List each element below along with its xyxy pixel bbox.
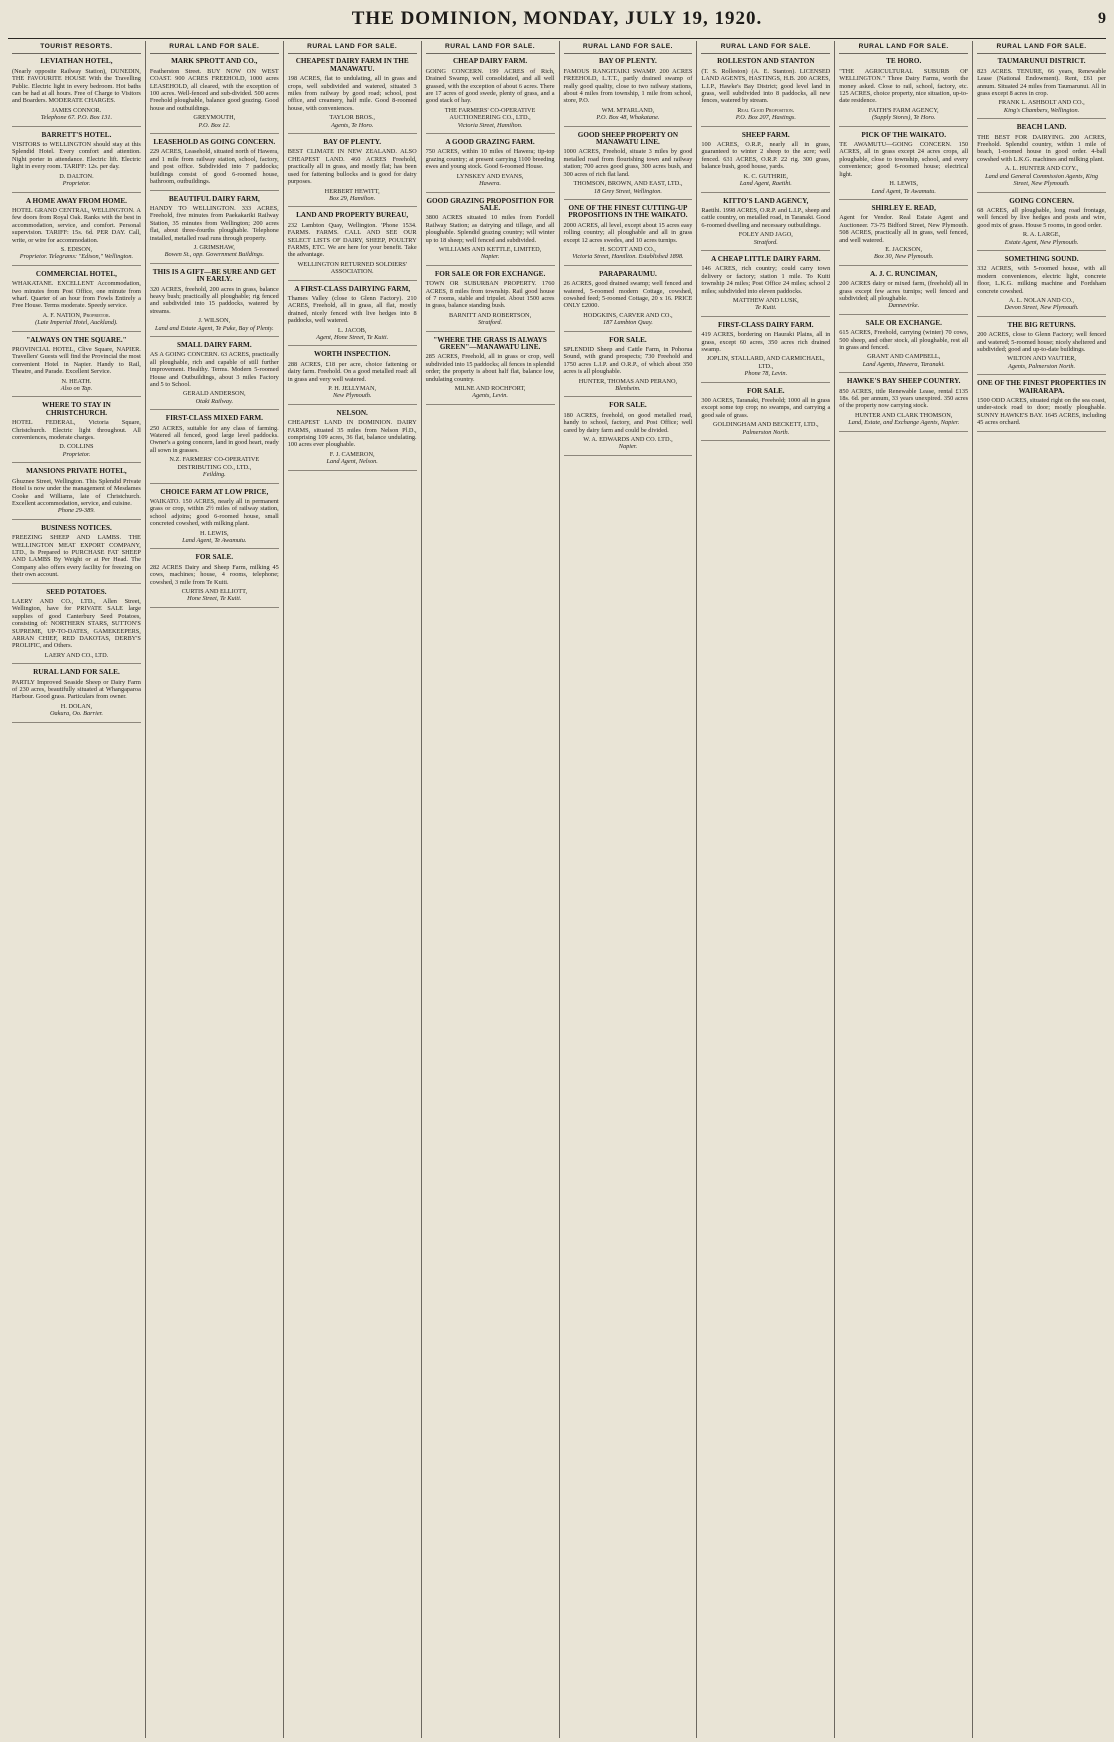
ad-address: King's Chambers, Wellington. — [1003, 106, 1080, 114]
ad-body: AS A GOING CONCERN. 63 ACRES, practically all ploughable, rich and capable of still further improvement. Healthy. Terms. Modern 5-roomed House and Outbuildings, about 3 miles Factory and 5 to School. — [149, 351, 279, 389]
advertisement — [288, 351, 417, 404]
ad-agent: WILTON AND VAUTIER, — [1007, 355, 1076, 363]
masthead — [8, 0, 1106, 39]
ad-title: BEACH LAND. — [1016, 123, 1067, 132]
ad-agent: A. L. HUNTER AND CO'Y., — [1004, 165, 1079, 173]
ad-body: 823 ACRES. TENURE, 66 years, Renewable Lease (National Endowment). Rent, £61 per annum. Situated 24 miles from Taumarunui. All in grass except 8 acres in crop. — [977, 67, 1106, 98]
ad-title: SHIRLEY E. READ, — [871, 203, 936, 212]
ad-body: 300 ACRES, Taranaki, Freehold; 1000 all in grass except some top crop; no swamps, and carrying a good sale of grass. — [701, 397, 831, 419]
ad-address: Agents, Te Horo. — [331, 121, 374, 129]
ad-body: 200 ACRES, close to Glenn Factory; well fenced and watered; 5-roomed house; nicely sheltered and subdivided; good and up-to-date buildings. — [977, 331, 1106, 353]
advertisement — [977, 380, 1106, 431]
column-2 — [146, 41, 284, 1738]
ad-agent: HUNTER AND CLARK THOMSON, — [854, 411, 953, 419]
ad-body: 282 ACRES Dairy and Sheep Farm, milking 45 cows, machines; house, 4 rooms, telephone; cowshed, 3 mile from Te Kuiti. — [149, 563, 279, 586]
ad-title: "ALWAYS ON THE SQUARE." — [26, 335, 127, 344]
ad-agent: W. A. EDWARDS AND CO. LTD., — [583, 436, 673, 444]
ad-agent: JAMES CONNOR. — [51, 106, 102, 114]
advertisement — [150, 139, 279, 190]
column-heading: RURAL LAND FOR SALE. — [426, 41, 555, 54]
ad-address: Te Kuiti. — [755, 304, 777, 312]
advertisement — [426, 271, 555, 332]
ad-body: Ghuznee Street, Wellington. This Splendid Private Hotel is now under the management of Mesdames Cooke and Williams, late of Christchurch. Excellent accommodation, service, and cuisine. — [12, 477, 141, 507]
ad-title: ONE OF THE FINEST CUTTING-UP PROPOSITIONS IN THE WAIKATO. — [568, 203, 688, 220]
ad-agent: CURTIS AND ELLIOTT, — [181, 587, 248, 595]
ad-body: 250 ACRES, suitable for any class of farming. Watered all fenced, good large level paddocks. Owner's a going concern, land in good heart, ready all sown in grasses. — [149, 424, 279, 454]
ad-address: Agents, Palmerston North. — [1007, 362, 1076, 370]
advertisement — [977, 256, 1106, 317]
column-8 — [973, 41, 1110, 1738]
ad-title: A CHEAP LITTLE DAIRY FARM. — [711, 254, 821, 263]
column-heading: RURAL LAND FOR SALE. — [701, 41, 830, 54]
ad-agent: HUNTER, THOMAS AND PERANO, — [578, 377, 678, 385]
ad-title: GOOD GRAZING PROPOSITION FOR SALE. — [426, 196, 554, 212]
ad-title: BARRETT'S HOTEL. — [41, 130, 112, 139]
ad-body: 419 ACRES, bordering on Hauraki Plains, all in grass, except 60 acres, 350 acres rich drained swamp. — [701, 331, 831, 353]
ad-body: HOTEL FEDERAL, Victoria Square, Christchurch. Electric light throughout. All conveniences, moderate charges. — [12, 419, 141, 442]
ad-title: A GOOD GRAZING FARM. — [445, 138, 535, 147]
ad-address: Box 30, New Plymouth. — [874, 253, 934, 261]
ad-address: Box 29, Hamilton. — [329, 194, 376, 202]
ad-body: 332 ACRES, with 5-roomed house, with all modern conveniences, electric light, concrete floor, L.K.G. milking machine and Fordsham concrete cowshed. — [977, 265, 1106, 295]
ad-title: THIS IS A GIFT—BE SURE AND GET IN EARLY. — [152, 267, 276, 284]
advertisement — [12, 271, 141, 332]
ad-title: THE BIG RETURNS. — [1007, 320, 1076, 329]
ad-agent: Real Good Proposition. — [737, 106, 795, 114]
ad-agent: GERALD ANDERSON, — [183, 390, 246, 398]
advertisement — [150, 58, 279, 134]
ad-address: Palmerston North. — [742, 428, 790, 436]
ad-agent: MATTHEW AND LUSK, — [732, 296, 799, 304]
ad-body: PARTLY Improved Seaside Sheep or Dairy Farm of 230 acres, beautifully situated at Whangaparoa Harbour. Good grass. Particulars from owner. — [12, 678, 141, 701]
ad-body: 146 ACRES, rich country; could carry town delivery or factory; station 1 mile. To Kuiti township 24 miles; Post Office 24 miles; school 2 miles; subdivided into eleven paddocks. — [701, 265, 831, 295]
advertisement — [150, 554, 279, 607]
ad-title: BAY OF PLENTY. — [323, 138, 382, 147]
ad-body: 229 ACRES, Leasehold, situated north of Hawera, and 1 mile from railway station, school, factory, and post office. Subdivided into 7 paddocks; buildings consist of good 6-roomed house, bathroom, outbuildings. — [149, 148, 279, 186]
ad-body: TE AWAMUTU—GOING CONCERN. 150 ACRES, all in grass except 24 acres crops, all ploughable, close to township, school, and every convenience; good 6-roomed house; electrical light. — [839, 141, 969, 178]
ad-title: SMALL DAIRY FARM. — [177, 341, 252, 349]
ad-title: "WHERE THE GRASS IS ALWAYS GREEN"—MANAWATU LINE. — [433, 335, 547, 351]
advertisement — [150, 415, 279, 483]
advertisement — [12, 198, 141, 266]
ad-body: 288 ACRES, £18 per acre, choice fattening or dairy farm. Freehold. On a good metalled road: all in grass and very well watered. — [287, 360, 417, 383]
ad-title: MARK SPROTT AND CO., — [171, 57, 258, 66]
ad-body: FREEZING SHEEP AND LAMBS. THE WELLINGTON MEAT EXPORT COMPANY, LTD., Is Prepared to PURCHASE FAT SHEEP AND LAMBS By Weight or at Per Head. The Company also offers every facility for freezing on their own account. — [12, 534, 141, 579]
ad-agent: WELLINGTON RETURNED SOLDIERS' ASSOCIATION. — [297, 260, 407, 276]
ad-title: FOR SALE. — [609, 335, 647, 344]
ad-agent: A. F. NATION, Proprietor. — [42, 311, 111, 319]
ad-agent: A. L. NOLAN AND CO., — [1009, 296, 1075, 304]
ad-address: Oakura, Oo. Barrier. — [49, 710, 103, 718]
ad-title: A FIRST-CLASS DAIRYING FARM, — [294, 284, 411, 293]
ad-title: ONE OF THE FINEST PROPERTIES IN WAIRARAPA. — [977, 379, 1106, 395]
ad-body: 232 Lambton Quay, Wellington. 'Phone 1534. FARMS. FARMS. CALL AND SEE OUR SELECT LISTS OF DAIRY, SHEEP, POULTRY FARMS, ETC. We are here for your benefit. Take the advantage. — [287, 221, 417, 259]
ad-body: WHAKATANE. EXCELLENT Accommodation, two minutes from Post Office, one minute from wharf. Quarter of an hour from Fowls Entirely a Free House. Terms moderate. Speedy service. — [12, 280, 141, 310]
ad-title: FIRST-CLASS DAIRY FARM. — [718, 320, 814, 329]
ad-body: BEST CLIMATE IN NEW ZEALAND. ALSO CHEAPEST LAND. 460 ACRES Freehold, practically all in grass, and mostly flat; has been used for fattening bullocks and is good for dairy purposes. — [287, 148, 417, 186]
ad-address: Dannevirke. — [888, 302, 920, 310]
ad-address: Proprietor. Telegrams: "Edison," Wellington. — [19, 253, 134, 261]
advertisement — [12, 337, 141, 398]
ad-body: 26 ACRES, good drained swamp; well fenced and watered, 5-roomed modern Cottage, cowshed, cowshed feed; 5-roomed Cottage, 20 x 16. PRICE ONLY £2000. — [563, 280, 693, 310]
ad-body: GOING CONCERN. 199 ACRES of Rich, Drained Swamp, well consolidated, and all well grassed, with the exception of about 6 acres. There are 17 acres of good swede, plenty of grass, and a good stack of hay. — [425, 67, 555, 105]
ad-address: P.O. Box 48, Whakatane. — [596, 114, 660, 122]
ad-address: Telephone 67. P.O. Box 131. — [40, 114, 113, 122]
ad-body: 3800 ACRES situated 10 miles from Fordell Railway Station; as dairying and tillage, and all ploughable. Splendid grazing country; will winter up to 18 sheep; well fenced and subdivided. — [425, 214, 555, 244]
ad-title: WHERE TO STAY IN CHRISTCHURCH. — [42, 401, 111, 417]
ad-body: Raetihi. 1998 ACRES, O.R.P. and L.I.P., sheep and cattle country, on metalled road, in Taranaki. Good 6-roomed dwelling and necessary outbuildings. — [701, 206, 831, 229]
ad-title: LEVIATHAN HOTEL, — [40, 57, 113, 66]
ad-address: New Plymouth. — [332, 392, 372, 400]
ad-body: "THE AGRICULTURAL SUBURB OF WELLINGTON." Three Dairy Farms, worth the money asked. Close to rail, school, factory, etc. 125 ACRES, choice property, nice situation, up-to-date residence. — [839, 67, 969, 105]
ad-address: Land Agents, Hawera, Taranaki. — [862, 360, 945, 368]
ad-title: FOR SALE. — [195, 553, 234, 562]
ad-title: FOR SALE. — [747, 386, 785, 395]
ad-agent: WILLIAMS AND KETTLE, LIMITED, — [438, 245, 542, 253]
ad-title: GOOD SHEEP PROPERTY ON MANAWATU LINE. — [577, 130, 679, 147]
ad-body: 1500 ODD ACRES, situated right on the sea coast, under-stock road to door; mostly ploughable. SUNNY HAWKE'S BAY. 1645 ACRES, including 45 acres orchard. — [977, 397, 1106, 427]
ad-address: Stratford. — [753, 238, 778, 246]
ad-title: FIRST-CLASS MIXED FARM. — [165, 414, 263, 423]
ad-title: CHEAP DAIRY FARM. — [452, 57, 528, 66]
ad-body: PROVINCIAL HOTEL, Clive Square, NAPIER. Travellers' Guests will find the Provincial the most convenient Hotel in Napier. Handy to Rail, Theatre, and Parade. Excellent Service. — [12, 346, 141, 376]
column-1 — [8, 41, 146, 1738]
ad-agent: D. COLLINS — [59, 443, 94, 451]
column-3 — [284, 41, 422, 1738]
ad-address: (Supply Stores), Te Horo. — [871, 114, 936, 122]
ad-body: 2000 ACRES, all level, except about 15 acres easy rolling country; all ploughable and all in grass except 12 acres swedes, and 10 acres turnips. — [563, 221, 693, 244]
advertisement — [564, 132, 693, 200]
ad-title: SHEEP FARM. — [741, 130, 790, 139]
advertisement — [150, 489, 279, 550]
advertisement — [977, 198, 1106, 251]
ad-body: WAIKATO. 150 ACRES, nearly all in permanent grass or crop, within 2½ miles of railway station, school adjoins; good 6-roomed house, small concreted cowshed, with milking plant. — [149, 497, 279, 528]
ad-address: Phone 29-389. — [57, 507, 95, 515]
ad-address: Land Agent, Te Awamutu. — [871, 187, 936, 195]
ad-agent: H. LEWIS, — [200, 529, 229, 537]
ad-body: TOWN OR SUBURBAN PROPERTY. 1760 ACRES, 8 miles from township. Rail good house of 7 rooms, stable and tripulet. About 1500 acres in grass, balance standing bush. — [425, 280, 555, 310]
ad-agent: H. DOLAN, — [60, 702, 93, 710]
advertisement — [426, 58, 555, 134]
ad-title: FOR SALE OR FOR EXCHANGE. — [434, 269, 546, 278]
advertisement — [564, 271, 693, 332]
advertisement — [12, 525, 141, 584]
ad-title: SALE OR EXCHANGE. — [865, 318, 942, 327]
ad-agent: MILNE AND ROCHFORT, — [454, 385, 526, 393]
ad-agent: GRANT AND CAMPBELL, — [867, 353, 941, 361]
advertisement — [12, 402, 141, 463]
ad-title: BUSINESS NOTICES. — [41, 523, 112, 532]
ad-address: Napier. — [618, 443, 638, 451]
ad-agent: WM. M'FARLAND, — [601, 106, 655, 114]
advertisement — [701, 198, 830, 251]
ad-title: CHOICE FARM AT LOW PRICE, — [160, 487, 269, 496]
ad-address: P.O. Box 12. — [198, 121, 231, 129]
column-6 — [697, 41, 835, 1738]
ad-agent: J. GRIMSHAW, — [193, 243, 235, 251]
ad-address: 18 Grey Street, Wellington. — [593, 187, 662, 195]
advertisement — [839, 132, 968, 200]
advertisement — [12, 468, 141, 519]
ad-title: FOR SALE. — [609, 401, 647, 410]
ad-agent: E. JACKSON, — [885, 245, 923, 253]
advertisement — [701, 58, 830, 126]
ad-agent: LAERY AND CO., LTD. — [44, 651, 109, 659]
ad-title: TE HORO. — [886, 57, 922, 66]
ad-agent: K. C. GUTHRIE, — [743, 172, 788, 180]
advertisement — [150, 342, 279, 410]
ad-title: ROLLESTON AND STANTON — [717, 57, 815, 66]
ad-address: Victoria Street, Hamilton. Established 1898. — [572, 253, 684, 261]
ad-body: 68 ACRES, all ploughable, long road frontage, well fenced by live hedges and posts and wire, good mix of grass. House 5 rooms, in good order. — [977, 206, 1106, 229]
page-number: 9 — [1098, 10, 1106, 27]
column-heading: RURAL LAND FOR SALE. — [977, 41, 1106, 54]
ad-address: Hawera. — [479, 180, 501, 188]
ad-body: 320 ACRES, freehold, 200 acres in grass, balance heavy bush; practically all ploughable; rig fenced and subdivided into 15 paddocks, watered by streams. — [149, 285, 279, 315]
ad-body: 1000 ACRES, Freehold, situate 3 miles by good metalled road from flourishing town and railway station; 700 acres good grass, 300 acres bush, and 300 acres of rich flat land. — [563, 148, 693, 178]
ad-title: KITTO'S LAND AGENCY, — [723, 196, 809, 205]
ad-agent: FRANK L. ASHBOLT AND CO., — [998, 99, 1085, 107]
columns-container — [8, 41, 1110, 1738]
ad-agent: L. JACOB, — [337, 326, 367, 334]
ad-address: Land and Estate Agent, Te Puke, Bay of Plenty. — [154, 324, 274, 332]
ad-agent: J. WILSON, — [198, 317, 231, 325]
ad-title: BAY OF PLENTY. — [599, 57, 657, 66]
ad-agent: N. HEATH. — [61, 377, 92, 385]
ad-agent: BARNITT AND ROBERTSON, — [448, 311, 532, 319]
ad-address: Agent, Hone Street, Te Kuiti. — [316, 334, 389, 341]
advertisement — [426, 198, 555, 266]
advertisement — [288, 286, 417, 347]
ad-title: SOMETHING SOUND. — [1004, 254, 1079, 263]
ad-title: LEASEHOLD AS GOING CONCERN. — [153, 138, 276, 147]
advertisement — [12, 589, 141, 665]
ad-body: 198 ACRES, flat to undulating, all in grass and crops, well subdivided and watered, situated 3 miles from railway by good road; school, post office, and creamery, half mile. Good 8-roomed house, with conveniences. — [287, 75, 417, 112]
ad-title: CHEAPEST DAIRY FARM IN THE MANAWATU. — [295, 57, 409, 73]
ad-agent: S. EDISON, — [60, 245, 93, 253]
column-heading: RURAL LAND FOR SALE. — [150, 41, 279, 54]
ad-body: CHEAPEST LAND IN DOMINION. DAIRY FARMS, situated 35 miles from Nelson Pl.D., comprising 109 acres, 36 flat, balance undulating. 100 acres ever ploughable. — [287, 419, 417, 449]
ad-title: BEAUTIFUL DAIRY FARM, — [168, 194, 260, 203]
ad-title: NELSON. — [336, 408, 368, 417]
ad-title: HAWKE'S BAY SHEEP COUNTRY. — [846, 377, 961, 386]
column-7 — [835, 41, 973, 1738]
ad-agent: D. DALTON. — [59, 172, 94, 180]
advertisement — [701, 388, 830, 441]
ad-agent: N.Z. FARMERS' CO-OPERATIVE DISTRIBUTING CO., LTD., — [169, 456, 260, 471]
ad-title: A HOME AWAY FROM HOME. — [25, 196, 127, 205]
column-4 — [422, 41, 560, 1738]
advertisement — [839, 320, 968, 373]
advertisement — [977, 124, 1106, 192]
advertisement — [288, 58, 417, 134]
ad-title: MANSIONS PRIVATE HOTEL, — [26, 467, 127, 476]
ad-address: Proprietor. — [62, 450, 91, 458]
ad-body: Thames Valley (close to Glenn Factory). 210 ACRES, Freehold, all in grass, all flat, mostly drained, nicely fenced with live hedges into 8 paddocks, well watered. — [287, 294, 417, 325]
advertisement — [150, 196, 279, 264]
ad-agent: THOMSON, BROWN, AND EAST, LTD., — [573, 180, 683, 188]
ad-body: 285 ACRES, Freehold, all in grass or crop, well subdivided into 15 paddocks; all fences in splendid order; the property is about half flat, balance low, undulating country. — [425, 353, 555, 383]
ad-agent: FOLEY AND JAGO, — [738, 231, 793, 239]
ad-title: PARAPARAUMU. — [599, 269, 657, 278]
ad-address: Otaki Railway. — [195, 397, 234, 405]
ad-agent: TAYLOR BROS., — [329, 114, 375, 122]
column-5 — [560, 41, 698, 1738]
ad-body: HOTEL GRAND CENTRAL, WELLINGTON. A few doors from Royal Oak. Ranks with the best in accommodation, service, and comfort. Personal supervision. TARIFF: 15s. 6d. PER DAY. Call, write, or wire for accommodation. — [12, 206, 141, 244]
ad-address: Devon Street, New Plymouth. — [1004, 304, 1079, 312]
ad-body: 200 ACRES dairy or mixed farm, (freehold) all in grass except few acres turnips; well fenced and subdivided; all ploughable. — [839, 280, 969, 302]
ad-body: Agent for Vendor. Real Estate Agent and Auctioneer. 73-75 Bidford Street, New Plymouth. 508 ACRES, practically all in grass, well fenced, and well watered. — [839, 214, 969, 244]
ad-agent: F. J. CAMERON, — [329, 450, 375, 458]
ad-title: A. J. C. RUNCIMAN, — [870, 269, 938, 278]
ad-agent: HODGKINS, CARVER AND CO., — [583, 311, 673, 319]
ad-address: Proprietor. — [62, 180, 91, 188]
ad-address: Also on Tap. — [60, 385, 93, 393]
ad-agent: JOPLIN, STALLARD, AND CARMICHAEL, LTD., — [706, 355, 825, 370]
advertisement — [288, 212, 417, 280]
ad-address: Blenheim. — [615, 385, 641, 393]
ad-body: 615 ACRES, Freehold, carrying (winter) 70 cows, 500 sheep, and other stock, all ploughable, rest all in grass and fenced. — [839, 329, 969, 351]
ad-title: COMMERCIAL HOTEL, — [35, 269, 117, 278]
ad-body: VISITORS to WELLINGTON should stay at this Splendid Hotel. Every comfort and attention. Night porter in attendance. Electric lift. Electric light in every room. TARIFF: 12s. per day. — [12, 141, 141, 171]
ad-body: 100 ACRES, O.R.P., nearly all in grass, guaranteed to winter 2 sheep to the acre; well fenced. 631 ACRES, O.R.P. 22 rig. 300 grass, balance bush, good house, yards. — [701, 141, 831, 171]
advertisement — [701, 322, 830, 383]
ad-title: RURAL LAND FOR SALE. — [33, 668, 120, 677]
ad-address: Agents, Levin. — [472, 392, 508, 400]
ad-body: THE BEST FOR DAIRYING. 200 ACRES, Freehold. Splendid country, within 1 mile of beach, 1-roomed house in good order. 4-ball cowshed with L.K.G. machines and milking plant. — [977, 133, 1106, 163]
ad-title: WORTH INSPECTION. — [313, 350, 391, 359]
advertisement — [839, 378, 968, 431]
ad-address: Land Agent, Raetihi. — [739, 180, 792, 188]
ad-body: 180 ACRES, freehold, on good metalled road, handy to school, factory, and Post Office; well cared by dairy farm and could be divided. — [563, 411, 693, 434]
ad-body: 750 ACRES, within 10 miles of Hawera; tip-top grazing country; at present carrying 1100 breeding ewes and young stock. Good 6-roomed House. — [425, 148, 555, 171]
ad-agent: LYNSKEY AND EVANS, — [456, 172, 524, 180]
ad-address: P.O. Box 207, Hastings. — [735, 114, 796, 122]
ad-title: LAND AND PROPERTY BUREAU, — [296, 211, 409, 220]
advertisement — [977, 58, 1106, 119]
advertisement — [564, 402, 693, 455]
ad-title: SEED POTATOES. — [46, 587, 107, 596]
ad-body: LAERY AND CO., LTD., Allen Street, Wellington, have for PRIVATE SALE large supplies of good Canterbury Seed Potatoes, consisting of: NORTHERN STARS, SUTTON'S SUPREME, UP-TO-DATES, GAMEKEEPERS, ARRAN CHIEF, RED DAKOTAS, DERBY'S PROLIFIC, and Others. — [12, 597, 141, 650]
ad-address: Land Agent, Te Awamutu. — [182, 536, 247, 544]
column-heading: TOURIST RESORTS. — [12, 41, 141, 54]
ad-address: Estate Agent, New Plymouth. — [1004, 238, 1079, 246]
advertisement — [839, 205, 968, 266]
ad-title: GOING CONCERN. — [1009, 196, 1074, 205]
ad-body: SPLENDID Sheep and Cattle Farm, in Pohorua Sound, with grand prospects; 730 Freehold and 1750 acres L.I.P. and O.R.P., of which about 350 acres is all ploughable. — [563, 346, 693, 376]
ad-agent: THE FARMERS' CO-OPERATIVE AUCTIONEERING CO., LTD., — [444, 106, 536, 122]
ad-agent: HERBERT HEWITT, — [324, 187, 380, 195]
masthead-title: THE DOMINION, MONDAY, JULY 19, 1920. — [351, 8, 763, 29]
ad-body: (Nearly opposite Railway Station), DUNEDIN, THE FAVOURITE HOUSE With the Travelling Public. Electric light in every bedroom. Hot baths can be had at all hours. Free of Charge to Visitors and Boarders. MODERATE CHARGES. — [12, 67, 141, 105]
advertisement — [564, 58, 693, 126]
ad-address: Stratford. — [478, 319, 503, 327]
advertisement — [12, 132, 141, 193]
ad-agent: H. SCOTT AND CO., — [600, 245, 656, 253]
advertisement — [288, 139, 417, 207]
ad-address: (Late Imperial Hotel, Auckland). — [35, 319, 118, 327]
ad-agent: H. LEWIS, — [889, 180, 918, 188]
advertisement — [839, 58, 968, 126]
advertisement — [564, 337, 693, 398]
ad-address: Land Agent, Nelson. — [326, 458, 378, 466]
ad-body: FAMOUS RANGITAIKI SWAMP. 200 ACRES FREEHOLD, L.T.T., partly drained swamp of really good quality, close to two railway stations, about 4 miles from township, 1 mile from school, store, P.O. — [563, 67, 693, 105]
column-heading: RURAL LAND FOR SALE. — [564, 41, 693, 54]
ad-body: HANDY TO WELLINGTON. 333 ACRES, Freehold, five minutes from Paekakariki Railway Station, 35 minutes from Wellington; 200 acres flat, about three-fourths ploughable. Telephone installed, metalled road runs through property. — [149, 204, 279, 242]
ad-address: Phone 78, Levin. — [744, 370, 788, 378]
ad-agent: P. H. JELLYMAN, — [328, 385, 377, 393]
advertisement — [288, 410, 417, 471]
advertisement — [701, 132, 830, 193]
ad-title: TAUMARUNUI DISTRICT. — [997, 57, 1086, 66]
advertisement — [977, 322, 1106, 375]
ad-address: Napier. — [480, 253, 500, 261]
ad-agent: GREYMOUTH, — [193, 114, 236, 122]
advertisement — [150, 269, 279, 337]
advertisement — [426, 337, 555, 405]
ad-agent: R. A. LARGE, — [1022, 231, 1061, 239]
ad-address: Bowen St., opp. Government Buildings. — [164, 251, 264, 259]
ad-address: 187 Lambton Quay. — [603, 319, 653, 327]
column-heading: RURAL LAND FOR SALE. — [839, 41, 968, 54]
ad-agent: FAITH'S FARM AGENCY, — [868, 106, 939, 114]
column-heading: RURAL LAND FOR SALE. — [288, 41, 417, 54]
advertisement — [839, 271, 968, 315]
ad-address: Land, Estate, and Exchange Agents, Napier. — [848, 419, 960, 427]
advertisement — [564, 205, 693, 266]
ad-body: (T. S. Rolleston) (A. E. Stanton). LICENSED LAND AGENTS, HASTINGS, H.B. 200 ACRES, L.I.P., Hawke's Bay District; good level land in grass, well subdivided into 8 paddocks, all new fences, watered by stream. — [701, 67, 831, 105]
advertisement — [12, 58, 141, 126]
ad-title: PICK OF THE WAIKATO. — [861, 130, 947, 139]
ad-address: Hone Street, Te Kuiti. — [187, 595, 242, 603]
advertisement — [701, 256, 830, 317]
ad-address: Victoria Street, Hamilton. — [457, 121, 523, 129]
ad-agent: GOLDINGHAM AND BECKETT, LTD., — [712, 421, 819, 429]
advertisement — [426, 139, 555, 192]
ad-body: Featherston Street. BUY NOW ON WEST COAST. 900 ACRES FREEHOLD, 1000 acres LEASEHOLD, all cleared, with the exception of 100 acres. Well-fenced and sub-divided. 500 acres Freehold ploughable, balance good grazing. Good house and outbuildings. — [149, 67, 279, 112]
ad-address: Feilding. — [202, 471, 226, 479]
ad-body: 850 ACRES, title Renewable Lease, rental £135 18s. 6d. per annum, 33 years unexpired. 350 acres of the property now carrying stock. — [839, 387, 969, 410]
advertisement — [12, 669, 141, 722]
ad-address: Land and General Commission Agents, King Street, New Plymouth. — [985, 172, 1098, 188]
